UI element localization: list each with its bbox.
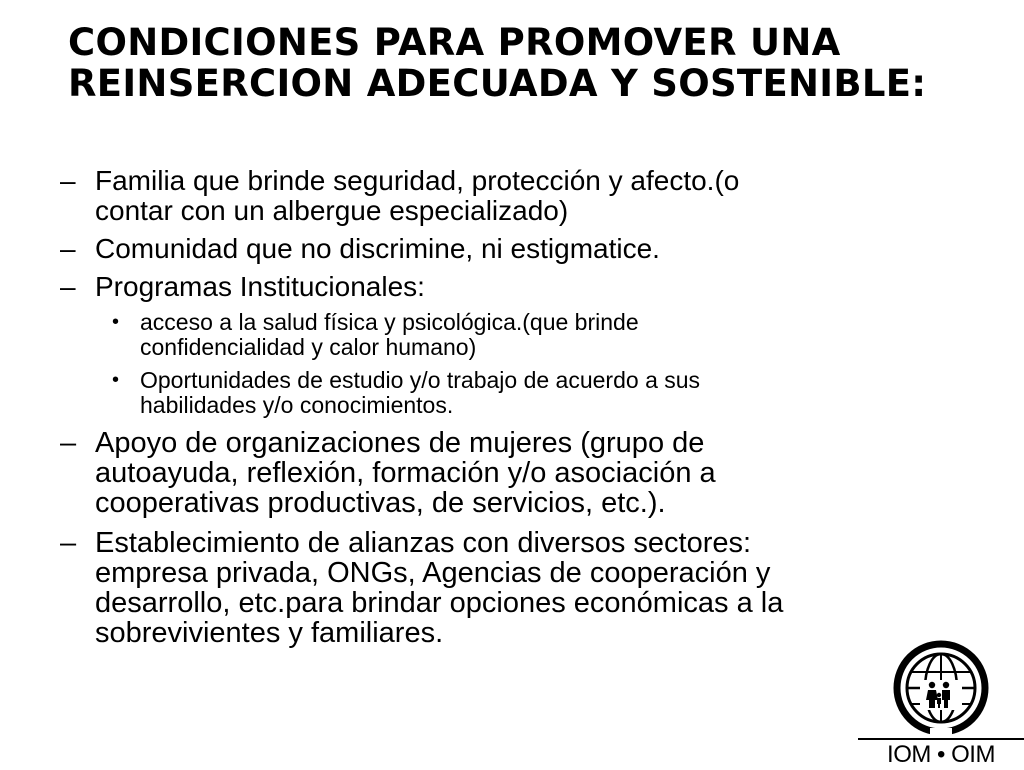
bullet-line: Comunidad que no discrimine, ni estigmatice. <box>95 233 660 264</box>
sub-bullet-health <box>60 310 920 360</box>
bullet-programs <box>60 272 920 302</box>
globe-family-icon <box>880 636 1002 736</box>
sub-bullet-opportunities <box>60 368 920 418</box>
dash-marker: – <box>60 233 76 264</box>
title-line-2: REINSERCION ADECUADA Y SOSTENIBLE: <box>68 62 927 105</box>
bullet-line: habilidades y/o conocimientos. <box>140 392 454 418</box>
bullet-line: empresa privada, ONGs, Agencias de cooperación y <box>95 557 771 589</box>
bullet-family <box>60 166 920 226</box>
iom-logo <box>858 636 1024 768</box>
dot-marker: • <box>112 311 120 333</box>
bullet-line: cooperativas productivas, de servicios, etc.). <box>95 487 666 519</box>
dash-marker: – <box>60 165 76 196</box>
bullet-line: Establecimiento de alianzas con diversos sectores: <box>95 527 752 559</box>
bullet-line: confidencialidad y calor humano) <box>140 334 477 360</box>
bullet-line: contar con un albergue especializado) <box>95 195 569 226</box>
bullet-community <box>60 234 920 264</box>
dash-marker: – <box>60 527 77 559</box>
bullet-line: Programas Institucionales: <box>95 271 425 302</box>
bullet-line: desarrollo, etc.para brindar opciones económicas a la <box>95 587 784 619</box>
bullet-line: acceso a la salud física y psicológica.(que brinde <box>140 309 639 335</box>
bullet-alliances <box>60 528 920 648</box>
slide-title <box>68 22 968 104</box>
bullet-list <box>60 166 920 648</box>
logo-text: IOM • OIM <box>858 738 1024 770</box>
dash-marker: – <box>60 271 76 302</box>
dash-marker: – <box>60 427 77 459</box>
bullet-women-orgs <box>60 428 920 518</box>
bullet-line: Oportunidades de estudio y/o trabajo de acuerdo a sus <box>140 367 701 393</box>
bullet-line: autoayuda, reflexión, formación y/o asociación a <box>95 457 716 489</box>
title-line-1: CONDICIONES PARA PROMOVER UNA <box>68 21 841 64</box>
dot-marker: • <box>112 369 120 391</box>
bullet-line: sobrevivientes y familiares. <box>95 617 444 649</box>
bullet-line: Familia que brinde seguridad, protección y afecto.(o <box>95 165 740 196</box>
bullet-line: Apoyo de organizaciones de mujeres (grupo de <box>95 427 705 459</box>
